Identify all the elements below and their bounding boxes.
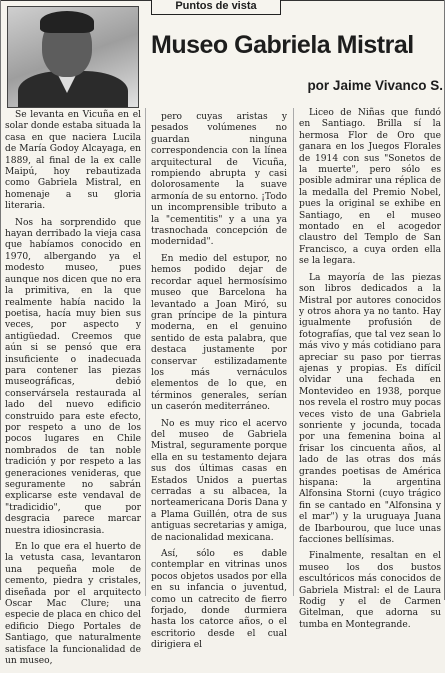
paragraph: La mayoría de las piezas son libros dedicados a la Mistral por autores conocidos y otros ahora ya no tanto. Hay igualmente profusión de fotografías, que tal vez sean lo más vivo y más cotidiano para apreciar su paso por tierras ajenas y propias. Es difícil olvidar una fechada en Montevideo en 1938, porque nos revela el rostro muy pocas veces visto de una Gabriela sonriente y jocunda, tocada por una femenina boina al frisar los cincuenta años, al lado de las otras dos más grandes poetisas de América hispana: la argentina Alfonsina Storni (cuyo trágico fin se cantado en "Alfonsina y el mar") y la uruguaya Juana de Ibarbourou, que luce unas facciones bellísimas. [299, 272, 441, 546]
paragraph: Así, sólo es dable contemplar en vitrinas unos pocos objetos usados por ella en su infancia o juventud, como un catrecito de fierro forjado, donde durmiera hasta los catorce años, o el escritorio desde el cual dirigiera el [151, 549, 287, 651]
article-column-1 [5, 110, 141, 673]
paragraph: En lo que era el huerto de la vetusta casa, levantaron una pequeña mole de cemento, piedra y cristales, diseñada por el arquitecto Oscar Mac Clure; una especie de placa en chico del edificio Diego Portales de Santiago, que naturalmente satisface la funcionalidad de un museo, [5, 542, 141, 667]
paragraph: Liceo de Niñas que fundó en Santiago. Brilla sí la hermosa Flor de Oro que ganara en los Juegos Florales de 1914 con sus "Sonetos de la muerte", pero sólo es posible admirar una réplica de la medalla del Premio Nobel, pues la original se exhibe en Santiago, en el museo montado en el acogedor claustro del Templo de San Francisco, a cuya orden ella se la legara. [299, 108, 441, 267]
paragraph: En medio del estupor, no hemos podido dejar de recordar aquel hermosísimo museo que Barcelona ha levantado a Joan Miró, su gran príncipe de la pintura moderna, en el genuino sentido de esta palabra, que destaca justamente por conservar estilizadamente los más vernáculos elementos de lo que, en términos generales, serían un caserón mediterráneo. [151, 253, 287, 413]
author-portrait [7, 6, 139, 108]
article-column-3 [299, 108, 441, 636]
paragraph: No es muy rico el acervo del museo de Gabriela Mistral, seguramente porque ella en su testamento dejara sus dos últimas casas en Estados Unidos a puertas cerradas a su albacea, la norteamericana Doris Dana y a Plama Guillén, otra de sus antiguas secretarias y amiga, de nacionalidad mexicana. [151, 418, 287, 543]
paragraph: Nos ha sorprendido que hayan derribado la vieja casa que habíamos conocido en 1970, albergando ya el modesto museo, pues aunque nos dicen que no era la primitiva, en la que realmente había nacido la poetisa, hacía muy bien sus veces, por aspecto y antigüedad. Creemos que aún si se pensó que era insuficiente o inadecuada para contener las piezas museográficas, debió conservársela restaurada al lado del nuevo edificio construido para este efecto, por respeto a uno de los pocos lugares en Chile nombrados de tan noble tradición y por respeto a las generaciones venideras, que seguramente no sabrán explicarse este vendaval de "tradicidio", que por desgracia parece marcar nuestra idiosincrasia. [5, 217, 141, 536]
column-divider [293, 108, 294, 596]
paragraph: Se levanta en Vicuña en el solar donde estaba situada la casa en que naciera Lucila de María Godoy Alcayaga, en 1889, al final de la ex calle Maipú, hoy rebautizada como Gabriela Mistral, en homenaje a su gloria literaria. [5, 110, 141, 212]
article-headline: Museo Gabriela Mistral [151, 31, 414, 59]
paragraph: Finalmente, resaltan en el museo los dos bustos escultóricos más conocidos de Gabriela Mistral: el de Laura Rodig y el de Carmen Gitelman, que adorna su tumba en Montegrande. [299, 551, 441, 630]
portrait-hair [40, 11, 94, 33]
article-column-2 [151, 112, 287, 657]
column-divider [145, 108, 146, 596]
paragraph: pero cuyas aristas y pesados volúmenes no guardan ninguna correspondencia con la línea arquitectural de Vicuña, rompiendo abrupta y casi dolorosamente la suave armonía de su entorno. ¡Todo un incomprensible tributo a la "cementitis" y a una ya trasnochada concepción de modernidad". [151, 112, 287, 248]
section-kicker: Puntos de vista [151, 0, 281, 15]
article-byline: por Jaime Vivanco S. [307, 78, 443, 93]
